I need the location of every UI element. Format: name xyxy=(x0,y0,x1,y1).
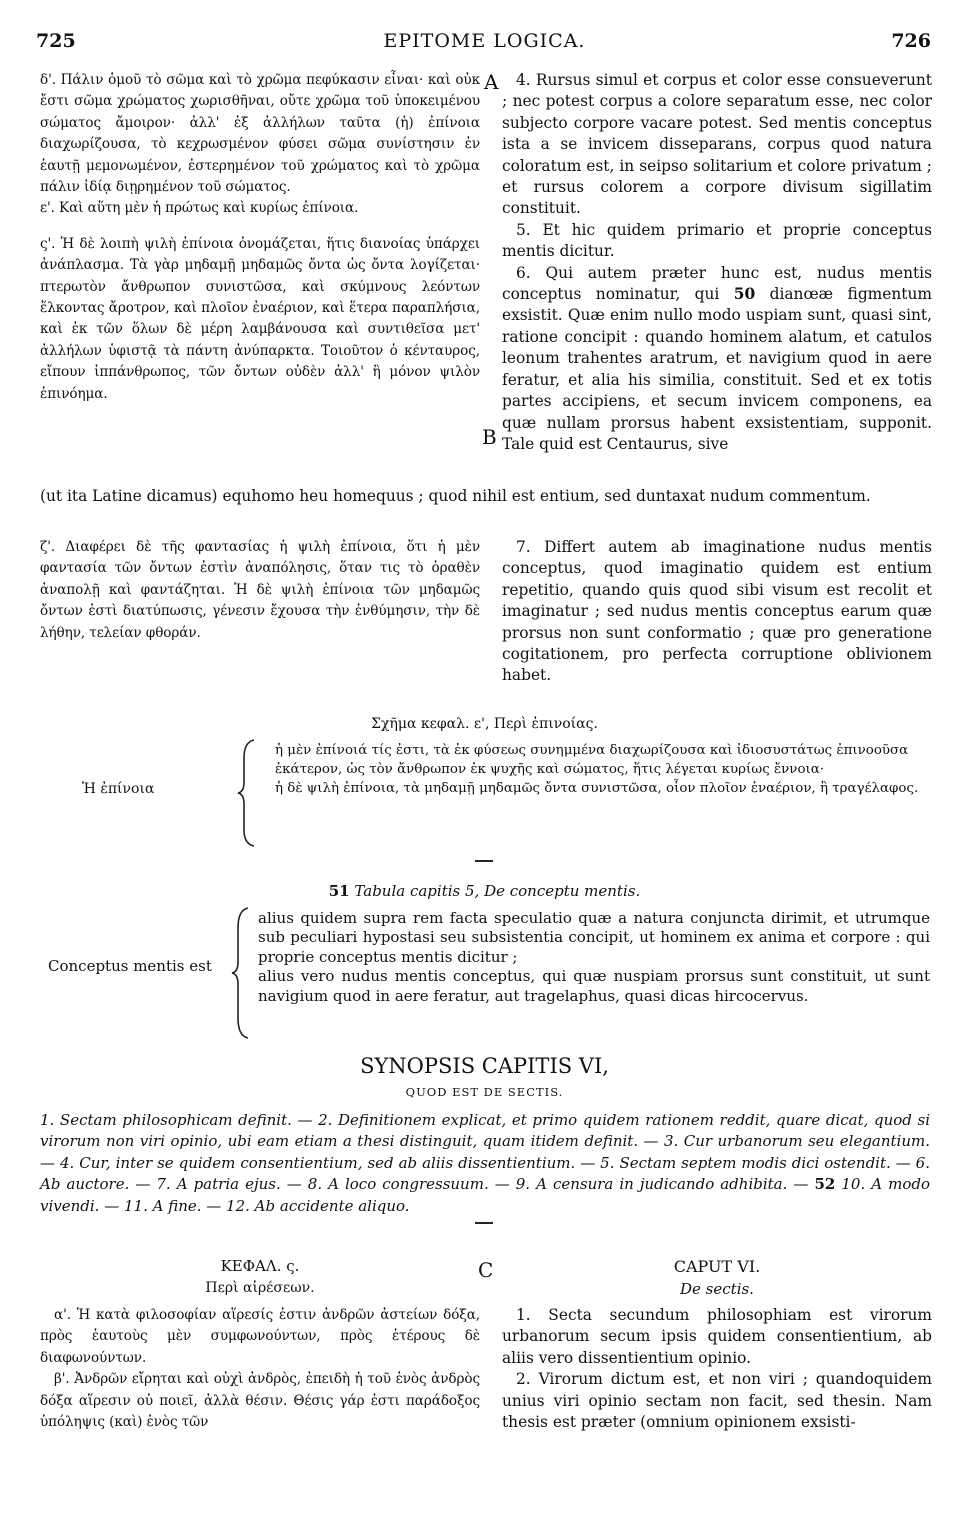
page-number-left: 725 xyxy=(36,30,76,52)
greek-chapter-para-1: α'. Ἡ κατὰ φιλοσοφίαν αἵρεσίς ἐστιν ἀνδρῶν ἀστείων δόξα, πρὸς ἑαυτοὺς μὲν συμφωνούντων, πρὸς ἑτέρους δὲ διαφωνούντων. xyxy=(40,1307,480,1366)
latin-para-6 xyxy=(502,263,932,456)
greek-chapter-para-2: β'. Ἀνδρῶν εἴρηται καὶ οὐχὶ ἀνδρὸς, ἐπειδὴ ἡ τοῦ ἑνὸς ἀνδρὸς δόξα αἵρεσιν οὐ ποιεῖ, ἀλλὰ θέσιν. Θέσις γάρ ἐστι παράδοξος ὑπόληψις (καὶ) ἑνὸς τῶν xyxy=(40,1371,480,1431)
column-number-51: 51 xyxy=(328,882,350,900)
latin-table-item-2: alius vero nudus mentis conceptus, qui quæ nuspiam prorsus sunt constituit, ut sunt navigium quod in aere feratur, aut tragelaphus, quasi dicas hircocervus. xyxy=(258,967,930,1005)
latin-para-5: 5. Et hic quidem primario et proprie conceptus mentis dicitur. xyxy=(502,220,932,261)
greek-table-items xyxy=(275,741,930,798)
synopsis-subtitle: QUOD EST DE SECTIS. xyxy=(405,1085,564,1099)
greek-column-top xyxy=(40,70,480,405)
column-number-52: 52 xyxy=(814,1175,836,1194)
latin-brace-icon xyxy=(230,906,256,1040)
margin-letter-c: C xyxy=(478,1258,494,1282)
margin-letter-b: B xyxy=(482,425,497,449)
latin-para-6-a: 6. Qui autem præter hunc est, nudus mentis conceptus nominatur, qui xyxy=(502,263,932,304)
latin-table-items xyxy=(258,909,930,1006)
latin-chapter-sub: De sectis. xyxy=(680,1280,754,1298)
latin-chapter-para-1: 1. Secta secundum philosophiam est virorum urbanorum secum ipsis quidem consentientium, ab aliis vero dissentientium opinio. xyxy=(502,1306,932,1367)
latin-table-title-text: Tabula capitis 5, De conceptu mentis. xyxy=(354,882,641,900)
synopsis-title: SYNOPSIS CAPITIS VI, xyxy=(360,1054,609,1078)
full-width-line: (ut ita Latine dicamus) equhomo heu homequus ; quod nihil est entium, sed duntaxat nudum commentum. xyxy=(40,487,871,505)
latin-para-6-b: dianœæ figmentum exsistit. Quæ enim nullo modo uspiam sunt, quasi sint, ratione concipit : quando hominem alatum, et catulos leonum trahentes aratrum, et navigium quod in aere feratur, et alia his similia, constituit. Sed et ex totis partes accipiens, et secum invicem componens, ea quæ nullam prorsus habent exsistentiam, supponit. Tale quid est Centaurus, sive xyxy=(502,285,932,453)
latin-table-item-1: alius quidem supra rem facta speculatio quæ a natura conjuncta dirimit, et utrumque sub peculiari hypostasi seu subsistentia concipit, ut hominem ex anima et corpore : qui proprie conceptus mentis dicitur ; xyxy=(258,909,930,966)
greek-table-item-1: ἡ μὲν ἐπίνοιά τίς ἐστι, τὰ ἐκ φύσεως συνημμένα διαχωρίζουσα καὶ ἰδιοσυστάτως ἐπινοοῦσα ἑκάτερον, ὡς τὸν ἄνθρωπον ἐκ ψυχῆς καὶ σώματος, ἥτις λέγεται κυρίως ἔννοια· xyxy=(275,743,909,777)
divider xyxy=(475,860,493,862)
greek-para-5: ε'. Καὶ αὕτη μὲν ἡ πρώτως καὶ κυρίως ἐπίνοια. xyxy=(40,200,359,217)
greek-table-item-2: ἡ δὲ ψιλὴ ἐπίνοια, τὰ μηδαμῇ μηδαμῶς ὄντα συνιστῶσα, οἷον πλοῖον ἐναέριον, ἢ τραγέλαφος. xyxy=(275,781,919,796)
greek-para-6: ς'. Ἡ δὲ λοιπὴ ψιλὴ ἐπίνοια ὀνομάζεται, ἥτις διανοίας ὑπάρχει ἀνάπλασμα. Τὰ γὰρ μηδαμῇ μηδαμῶς ὄντα ὡς ὄντα λογίζεται· πτερωτὸν ἄνθρωπον συνιστῶσα, καὶ σκύμνους λεόντων ἕλκοντας ἄροτρον, καὶ πλοῖον ἐναέριον, καὶ ἕτερα παραπλήσια, καὶ ἐκ τῶν ὅλων δὲ μέρη λαμβάνουσα καὶ συντιθεῖσα μετ' ἀλλήλων ὑφιστᾷ τὰ πάντη ἀνύπαρκτα. Τοιοῦτον ὁ κένταυρος, εἴπουν ἱππάνθρωπος, τῶν ὄντων οὐδὲν ἀλλ' ἢ μόνον ψιλὸν ἐπινόημα. xyxy=(40,235,480,402)
latin-chapter-text xyxy=(502,1305,932,1433)
synopsis-text-b: 10. A modo vivendi. — 11. A fine. — 12. Ab accidente aliquo. xyxy=(40,1175,930,1215)
latin-table-label: Conceptus mentis est xyxy=(48,957,212,975)
latin-chapter-para-2: 2. Virorum dictum est, et non viri ; quandoquidem unius viri opinio sectam non facit, sed thesin. Nam thesis est præter (omnium opinionem exsisti- xyxy=(502,1370,932,1432)
latin-chapter-head: CAPUT VI. xyxy=(673,1257,761,1276)
greek-para-4: δ'. Πάλιν ὁμοῦ τὸ σῶμα καὶ τὸ χρῶμα πεφύκασιν εἶναι· καὶ οὐκ ἔστι σῶμα χρώματος χωρισθῆναι, οὔτε χρῶμα τοῦ ὑποκειμένου σώματος ἄμοιρον· ἀλλ' ἐξ ἀλλήλων ταῦτα (ἡ) ἐπίνοια διαχωρίζουσα, τὸ κεχρωσμένον φύσει σῶμα συνίστησιν ἐν ἑαυτῇ μεμονωμένον, ἐστερημένον τοῦ χρώματος καὶ τὸ χρῶμα πάλιν ἰδίᾳ διῃρημένον τοῦ σώματος. xyxy=(40,72,480,196)
greek-chapter-head: ΚΕΦΑΛ. ς. xyxy=(220,1257,300,1275)
latin-table-title xyxy=(0,882,969,900)
synopsis-text xyxy=(40,1110,930,1217)
running-title: EPITOME LOGICA. xyxy=(383,30,586,52)
page-number-right: 726 xyxy=(891,30,931,52)
divider-2 xyxy=(475,1222,493,1224)
greek-para-7: ζ'. Διαφέρει δὲ τῆς φαντασίας ἡ ψιλὴ ἐπίνοια, ὅτι ἡ μὲν φαντασία τῶν ὄντων ἐστὶν ἀναπόλησις, ὅταν τις τὸ ὁραθὲν ἀναπολῇ καὶ φαντάζηται. Ἡ δὲ ψιλὴ ἐπίνοια τῶν μηδαμῶς ὄντων ἐστὶ διατύπωσις, γένεσιν ἔχουσα τὴν ἐνθύμησιν, τὴν δὲ λήθην, τελείαν φθοράν. xyxy=(40,539,480,641)
greek-table-title: Σχῆμα κεφαλ. ε', Περὶ ἐπινοίας. xyxy=(371,716,598,732)
greek-chapter-text xyxy=(40,1305,480,1433)
latin-para-4: 4. Rursus simul et corpus et color esse consueverunt ; nec potest corpus a colore separatum esse, nec color subjecto corpore vacare potest. Sed mentis conceptus ista a se invicem disseparans, corpus quod natura coloratum est, in seipso solitarium et colore privatum ; et rursus colorem a corpore divisum sigillatim constituit. xyxy=(502,71,932,218)
greek-table-label: Ἡ ἐπίνοια xyxy=(82,781,155,797)
latin-para-7: 7. Differt autem ab imaginatione nudus mentis conceptus, quod imaginatio quidem est entium repetitio, quando quis quod sibi visum est recolit et imaginatur ; sed nudus mentis conceptus earum quæ prorsus non sunt conformatio ; quæ pro generatione cogitationem, pro perfecta corruptione oblivionem habet. xyxy=(502,538,932,685)
margin-letter-a: A xyxy=(484,70,499,94)
greek-chapter-sub: Περὶ αἱρέσεων. xyxy=(205,1280,315,1296)
synopsis-text-a: 1. Sectam philosophicam definit. — 2. Definitionem explicat, et primo quidem rationem reddit, quare dicat, quod si virorum non viri opinio, ubi eam etiam a thesi distinguit, quam itidem definit. — 3. Cur urbanorum seu elegantium. — 4. Cur, inter se quidem consentientium, sed ab aliis dissentientium. — 5. Sectam septem modis dici ostendit. — 6. Ab auctore. — 7. A patria ejus. — 8. A loco congressuum. — 9. A censura in judicando adhibita. — xyxy=(40,1111,930,1194)
greek-brace-icon xyxy=(236,738,262,848)
latin-column-top xyxy=(502,70,932,455)
column-number-50: 50 xyxy=(733,285,756,304)
